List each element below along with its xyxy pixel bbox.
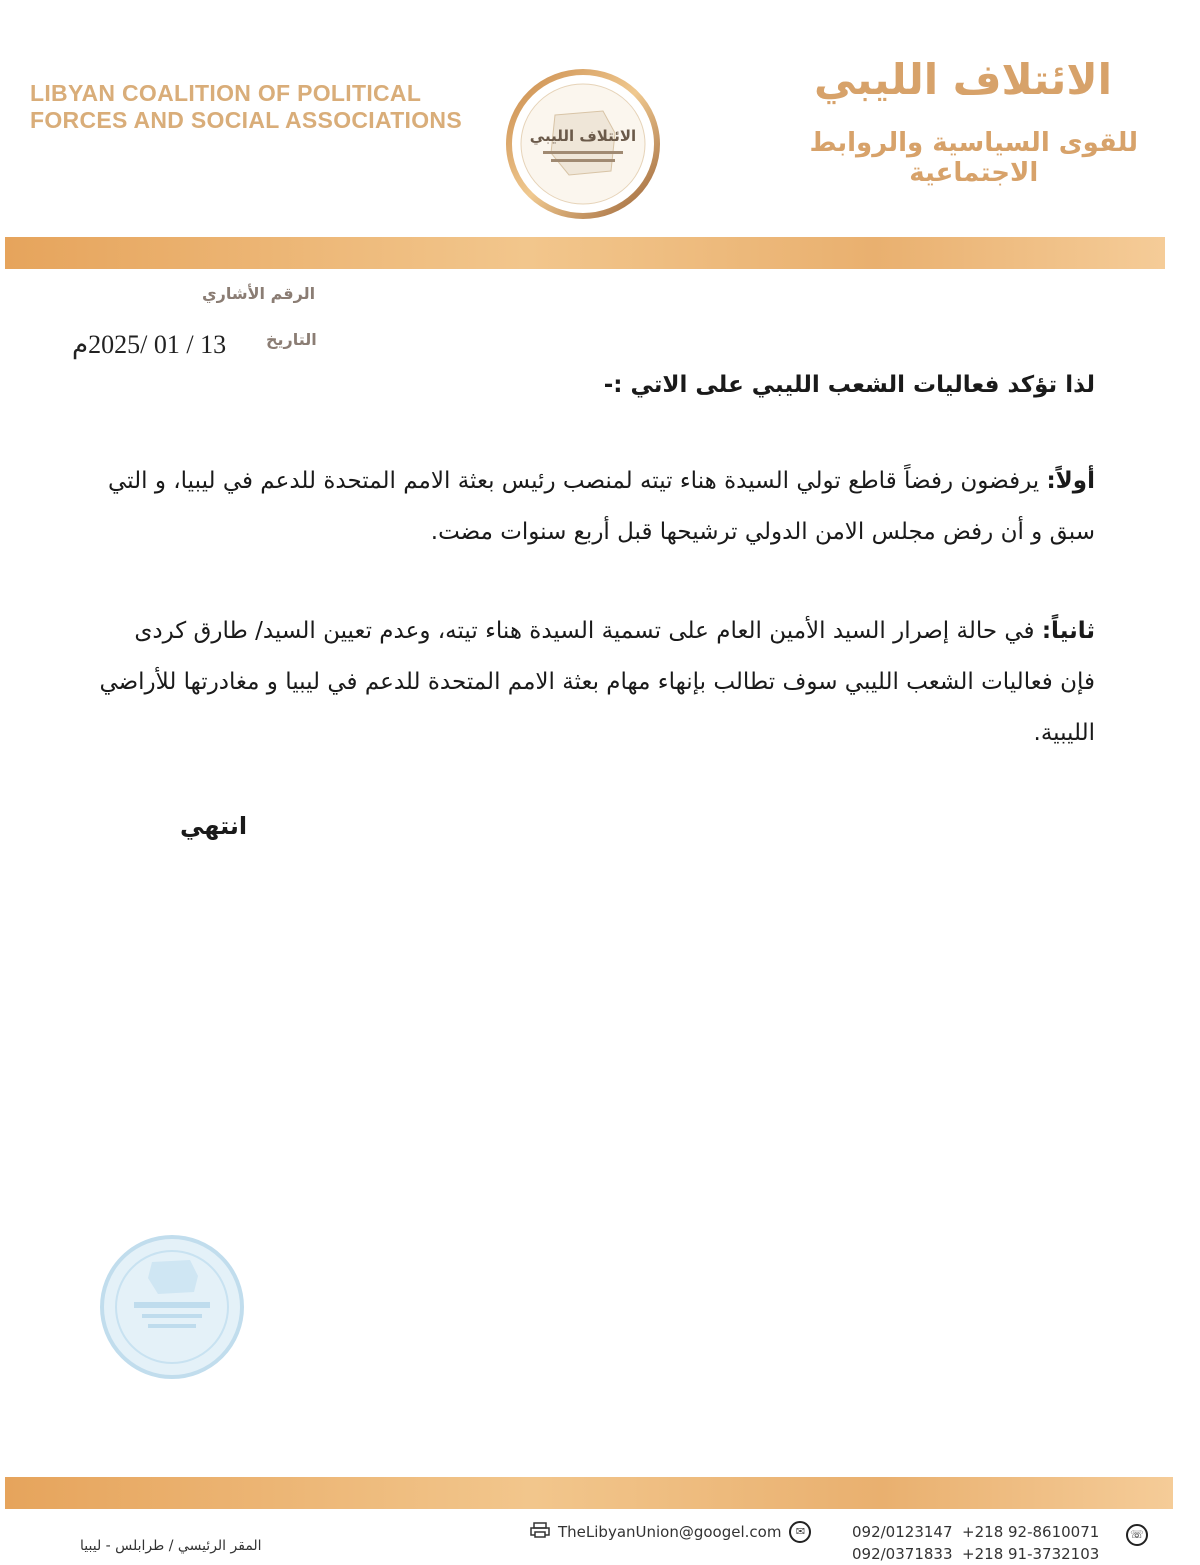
second-point [95, 606, 1095, 759]
footer-divider-band [5, 1477, 1173, 1509]
reference-number-label: الرقم الأشاري [202, 284, 316, 303]
fax-icon [530, 1522, 550, 1542]
closing-word: انتهي [180, 812, 248, 840]
date-value: 13 / 01 /2025م [72, 330, 227, 359]
official-stamp [96, 1232, 248, 1382]
first-point-text: يرفضون رفضاً قاطع تولي السيدة هناء تيته لمنصب رئيس بعثة الامم المتحدة للدعم في ليبيا، و التي سبق و أن رفض مجلس الامن الدولي ترشيحها قبل أربع سنوات مضت. [108, 468, 1095, 545]
phone-4: +218 91-3732103 [962, 1545, 1100, 1563]
header-divider-band [5, 237, 1165, 269]
logo-text: الائتلاف الليبي [529, 127, 637, 145]
intro-statement: لذا تؤكد فعاليات الشعب الليبي على الاتي :- [603, 372, 1095, 398]
second-point-text: في حالة إصرار السيد الأمين العام على تسمية السيدة هناء تيته، وعدم تعيين السيد/ طارق كردى فإن فعاليات الشعب الليبي سوف تطالب بإنهاء مهام بعثة الامم المتحدة للدعم في ليبيا و مغادرتها للأراضي الليبية. [99, 618, 1095, 746]
organization-logo [503, 67, 663, 222]
phone-icon: ☏ [1126, 1524, 1148, 1546]
second-point-lead: ثانياً: [1041, 618, 1095, 644]
first-point-lead: أولاً: [1046, 468, 1095, 494]
date-label: التاريخ [266, 330, 317, 349]
first-point [95, 456, 1095, 558]
footer-address: المقر الرئيسي / طرابلس - ليبيا [80, 1538, 262, 1554]
footer-email[interactable]: TheLibyanUnion@googel.com [558, 1523, 782, 1541]
footer-phones [852, 1521, 1099, 1565]
arabic-organization-name: الائتلاف الليبي [814, 55, 1112, 104]
arabic-organization-subtitle [810, 128, 1138, 188]
phone-2: +218 92-8610071 [962, 1523, 1100, 1541]
arabic-subtitle-line-1: للقوى السياسية والروابط [809, 128, 1138, 158]
email-icon: ✉ [789, 1521, 811, 1543]
arabic-subtitle-line-2: الاجتماعية [909, 158, 1039, 188]
english-organization-name: LIBYAN COALITION OF POLITICAL FORCES AND SOCIAL ASSOCIATIONS [30, 80, 462, 133]
phone-3: 092/0371833 [852, 1545, 953, 1563]
phone-row-2 [852, 1543, 1099, 1565]
footer-email-block [530, 1521, 811, 1543]
phone-1: 092/0123147 [852, 1523, 953, 1541]
phone-row-1 [852, 1521, 1099, 1543]
